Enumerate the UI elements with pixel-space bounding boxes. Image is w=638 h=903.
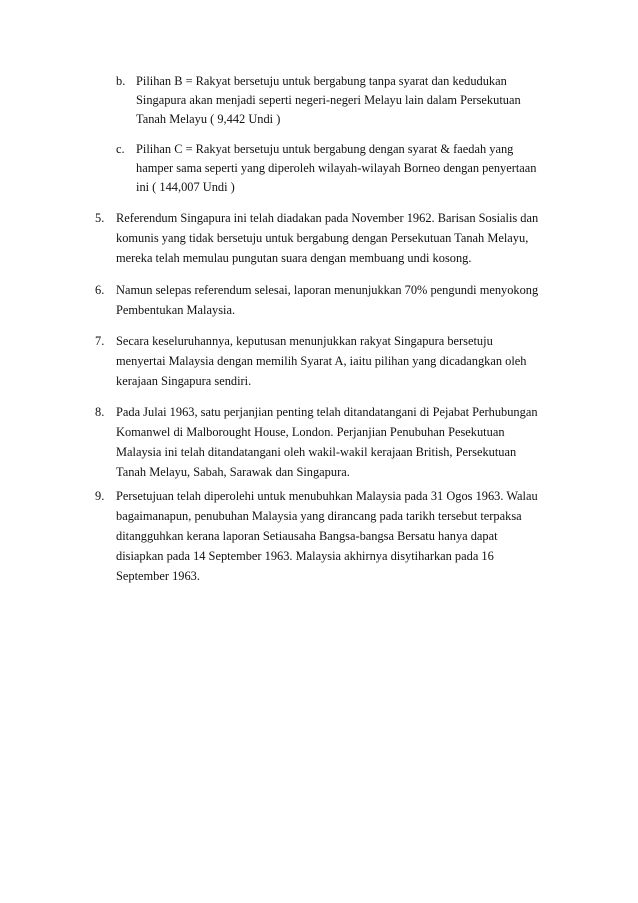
text-line: hamper sama seperti yang diperoleh wilayah-wilayah Borneo dengan penyertaan [136,161,537,175]
text-line: Malaysia ini telah ditandatangani oleh wakil-wakil kerajaan British, Persekutuan [116,445,517,459]
text-line: Tanah Melayu, Sabah, Sarawak dan Singapura. [116,465,350,479]
sub-item-text [136,72,556,129]
text-line: ini ( 144,007 Undi ) [136,180,235,194]
text-line: Referendum Singapura ini telah diadakan pada November 1962. Barisan Sosialis dan [116,211,539,225]
numbered-item-text [116,331,565,391]
text-line: Pembentukan Malaysia. [116,303,236,317]
text-line: Singapura akan menjadi seperti negeri-negeri Melayu lain dalam Persekutuan [136,93,521,107]
numbered-item-text [116,280,565,320]
text-line: bagaimanapun, penubuhan Malaysia yang dirancang pada tarikh tersebut terpaksa [116,509,522,523]
text-line: disiapkan pada 14 September 1963. Malaysia akhirnya disytiharkan pada 16 [116,549,494,563]
sub-item-text [136,140,556,197]
text-line: Pada Julai 1963, satu perjanjian penting telah ditandatangani di Pejabat Perhubungan [116,405,538,419]
text-line: komunis yang tidak bersetuju untuk bergabung dengan Persekutuan Tanah Melayu, [116,231,529,245]
text-line: Secara keseluruhannya, keputusan menunjukkan rakyat Singapura bersetuju [116,334,493,348]
text-line: Pilihan C = Rakyat bersetuju untuk bergabung dengan syarat & faedah yang [136,142,514,156]
list-marker: 5. [95,211,105,225]
text-line: mereka telah memulau pungutan suara dengan membuang undi kosong. [116,251,472,265]
list-marker: c. [116,142,125,156]
text-line: Komanwel di Malborought House, London. Perjanjian Penubuhan Pesekutuan [116,425,505,439]
list-marker: 7. [95,334,105,348]
text-line: Persetujuan telah diperolehi untuk menubuhkan Malaysia pada 31 Ogos 1963. Walau [116,489,538,503]
numbered-item-text [116,486,565,586]
text-line: kerajaan Singapura sendiri. [116,374,252,388]
list-marker: 8. [95,405,105,419]
list-marker: 9. [95,489,105,503]
numbered-item-text [116,402,565,482]
numbered-item-text [116,208,565,268]
text-line: Namun selepas referendum selesai, laporan menunjukkan 70% pengundi menyokong [116,283,539,297]
list-marker: 6. [95,283,105,297]
text-line: Tanah Melayu ( 9,442 Undi ) [136,112,281,126]
text-line: ditangguhkan kerana laporan Setiausaha Bangsa-bangsa Bersatu hanya dapat [116,529,498,543]
text-line: September 1963. [116,569,200,583]
list-marker: b. [116,74,126,88]
text-line: menyertai Malaysia dengan memilih Syarat A, iaitu pilihan yang dicadangkan oleh [116,354,527,368]
text-line: Pilihan B = Rakyat bersetuju untuk bergabung tanpa syarat dan kedudukan [136,74,507,88]
